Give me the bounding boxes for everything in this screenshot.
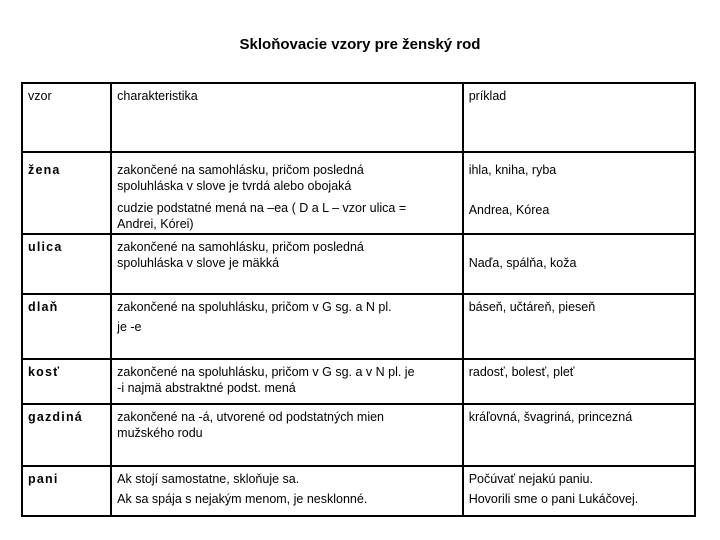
characteristic-cell — [111, 152, 463, 234]
characteristic-cell — [111, 294, 463, 359]
example-line: Andrea, Kórea — [468, 203, 550, 217]
vzor-name: dlaň — [28, 300, 59, 314]
vzor-cell — [22, 234, 111, 294]
example-line: Počúvať nejakú paniu. — [468, 472, 593, 486]
example-cell — [463, 359, 695, 404]
vzor-cell — [22, 404, 111, 466]
characteristic-line: zakončené na spoluhlásku, pričom v G sg. a v N pl. je — [117, 365, 415, 379]
characteristic-line: je -e — [117, 320, 142, 334]
characteristic-line: zakončené na spoluhlásku, pričom v G sg. a N pl. — [117, 300, 392, 314]
vzor-name: gazdiná — [28, 410, 83, 424]
declension-table — [21, 82, 696, 517]
table-header-row — [22, 83, 695, 152]
page-title: Skloňovacie vzory pre ženský rod — [239, 36, 481, 53]
vzor-name: kosť — [28, 365, 61, 379]
example-line: báseň, učtáreň, pieseň — [468, 300, 596, 314]
characteristic-line: -i najmä abstraktné podst. mená — [117, 381, 296, 395]
characteristic-line: Andrei, Kórei) — [117, 217, 194, 231]
vzor-name: žena — [28, 163, 61, 177]
example-line: radosť, bolesť, pleť — [468, 365, 575, 379]
table-row — [22, 359, 695, 404]
characteristic-cell — [111, 404, 463, 466]
characteristic-line: spoluhláska v slove je mäkká — [117, 256, 280, 270]
characteristic-line: Ak sa spája s nejakým menom, je nesklonné. — [117, 492, 368, 506]
header-priklad: príklad — [463, 83, 695, 152]
characteristic-line: zakončené na samohlásku, pričom posledná — [117, 240, 364, 254]
vzor-cell — [22, 359, 111, 404]
example-cell — [463, 466, 695, 516]
example-line: Hovorili sme o pani Lukáčovej. — [468, 492, 639, 506]
characteristic-line: Ak stojí samostatne, skloňuje sa. — [117, 472, 300, 486]
header-vzor: vzor — [22, 83, 111, 152]
vzor-cell — [22, 152, 111, 234]
example-cell — [463, 404, 695, 466]
header-charakteristika: charakteristika — [111, 83, 463, 152]
characteristic-line: mužského rodu — [117, 426, 203, 440]
characteristic-cell — [111, 466, 463, 516]
characteristic-line: cudzie podstatné mená na –ea ( D a L – vzor ulica = — [117, 201, 407, 215]
vzor-name: ulica — [28, 240, 63, 254]
vzor-cell — [22, 294, 111, 359]
characteristic-cell — [111, 359, 463, 404]
table-row — [22, 294, 695, 359]
table-row — [22, 466, 695, 516]
characteristic-line: spoluhláska v slove je tvrdá alebo obojaká — [117, 179, 352, 193]
characteristic-line: zakončené na samohlásku, pričom posledná — [117, 163, 364, 177]
table-row — [22, 404, 695, 466]
example-line: Naďa, spálňa, koža — [468, 256, 577, 270]
vzor-name: pani — [28, 472, 59, 486]
example-cell — [463, 234, 695, 294]
table-row — [22, 234, 695, 294]
example-cell — [463, 152, 695, 234]
characteristic-line: zakončené na -á, utvorené od podstatných mien — [117, 410, 385, 424]
example-cell — [463, 294, 695, 359]
table-row — [22, 152, 695, 234]
vzor-cell — [22, 466, 111, 516]
example-line: kráľovná, švagriná, princezná — [468, 410, 633, 424]
characteristic-cell — [111, 234, 463, 294]
example-line: ihla, kniha, ryba — [468, 163, 557, 177]
